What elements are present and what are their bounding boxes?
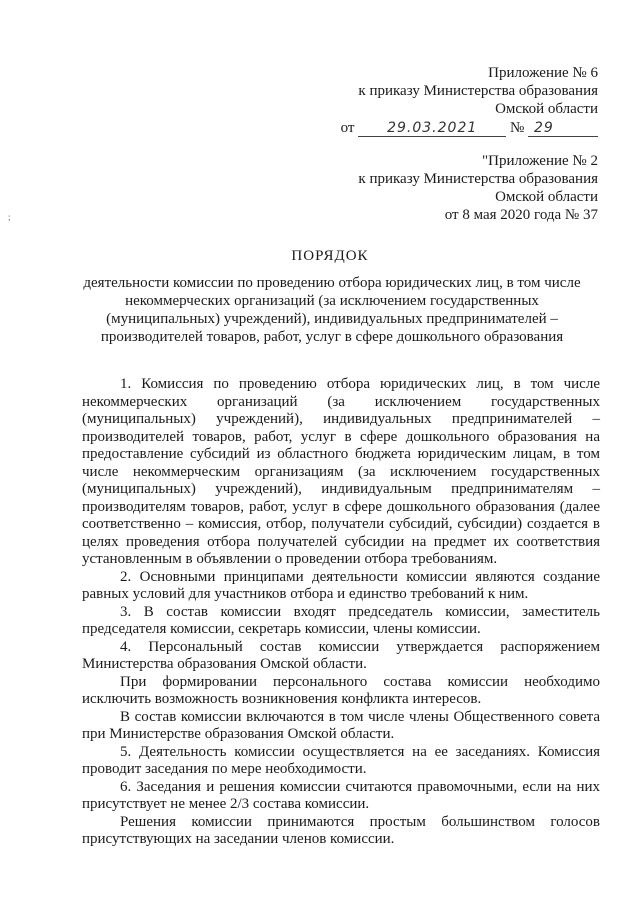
appendix-ministry: к приказу Министерства образования xyxy=(358,83,598,99)
paragraph-4-public-council: В состав комиссии включаются в том числе члены Общественного совета при Министерстве образования Омской области. xyxy=(82,708,600,742)
number-label: № xyxy=(509,120,525,136)
original-appendix-number: "Приложение № 2 xyxy=(482,153,598,169)
appendix-number: Приложение № 6 xyxy=(488,65,598,81)
paragraph-5: 5. Деятельность комиссии осуществляется на ее заседаниях. Комиссия проводит заседания по мере необходимости. xyxy=(82,743,600,777)
handwritten-number: 29 xyxy=(528,120,598,137)
margin-mark: ; xyxy=(8,212,11,222)
paragraph-4-conflict: При формировании персонального состава комиссии необходимо исключить возможность возникновения конфликта интересов. xyxy=(82,673,600,707)
document-title: ПОРЯДОК xyxy=(291,248,369,264)
order-date-line xyxy=(341,119,598,137)
paragraph-1: 1. Комиссия по проведению отбора юридических лиц, в том числе некоммерческих организаций (за исключением государственных (муниципальных) учреждений), индивидуальных предпринимателей – производителей товаров, работ, услуг в сфере дошкольного образования на предоставление субсидий из областного бюджета юридическим лицам, в том числе некоммерческим организациям (за исключением государственных (муниципальных) учреждений), индивидуальным предпринимателям – производителям товаров, работ, услуг в сфере дошкольного образования (далее соответственно – комиссия, отбор, получатели субсидий, субсидии) создается в целях проведения отбора получателей субсидии на предмет их соответствия установленным в объявлении о проведении отбора требованиям. xyxy=(82,376,600,567)
handwritten-date: 29.03.2021 xyxy=(358,120,506,137)
from-label: от xyxy=(340,120,355,136)
appendix-region: Омской области xyxy=(495,101,598,117)
appendix-header-original xyxy=(358,152,598,224)
paragraph-6: 6. Заседания и решения комиссии считаются правомочными, если на них присутствует не менее 2/3 состава комиссии. xyxy=(82,778,600,812)
original-appendix-region: Омской области xyxy=(495,189,598,205)
document-body xyxy=(82,376,600,849)
document-subtitle: деятельности комиссии по проведению отбора юридических лиц, в том числе некоммерческих организаций (за исключением государственных (муниципальных) учреждений), индивидуальных предпринимателей – производителей товаров, работ, услуг в сфере дошкольного образования xyxy=(83,275,581,345)
paragraph-2: 2. Основными принципами деятельности комиссии являются создание равных условий для участников отбора и единство требований к ним. xyxy=(82,568,600,602)
original-appendix-ministry: к приказу Министерства образования xyxy=(358,171,598,187)
appendix-header-current xyxy=(341,64,598,137)
paragraph-4: 4. Персональный состав комиссии утверждается распоряжением Министерства образования Омской области. xyxy=(82,638,600,672)
paragraph-3: 3. В состав комиссии входят председатель комиссии, заместитель председателя комиссии, секретарь комиссии, члены комиссии. xyxy=(82,603,600,637)
original-order-date: от 8 мая 2020 года № 37 xyxy=(444,207,598,223)
paragraph-6-decisions: Решения комиссии принимаются простым большинством голосов присутствующих на заседании членов комиссии. xyxy=(82,813,600,847)
